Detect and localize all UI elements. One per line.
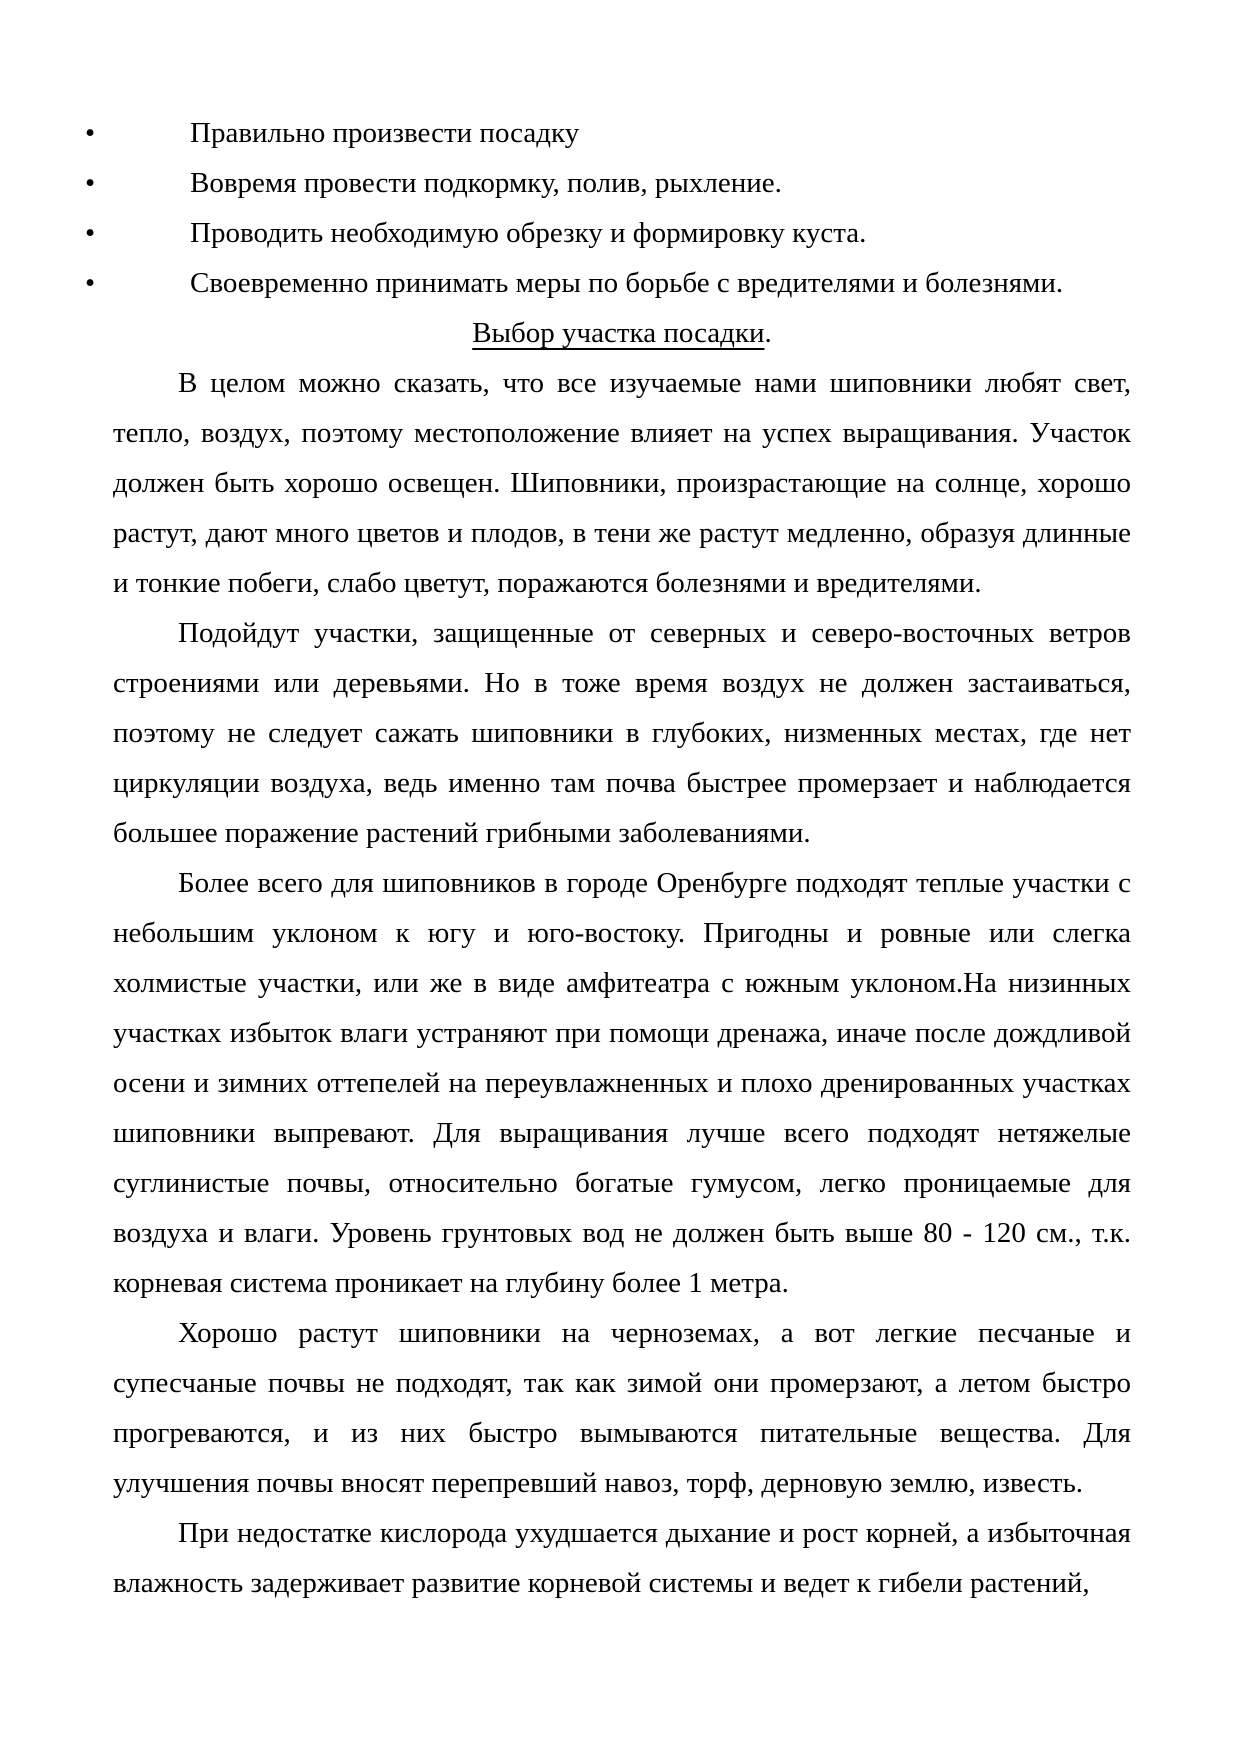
- section-heading-text: Выбор участка посадки: [472, 317, 765, 349]
- bullet-icon: •: [85, 117, 96, 149]
- text-line: супесчаные почвы не подходят, так как зимой они промерзают, а летом быстро: [113, 1367, 1131, 1399]
- text-line: строениями или деревьями. Но в тоже время воздух не должен застаиваться,: [113, 667, 1131, 699]
- section-heading: [113, 308, 1131, 358]
- bullet-item: [85, 258, 1131, 308]
- text-line: прогреваются, и из них быстро вымываются питательные вещества. Для: [113, 1417, 1131, 1449]
- text-line: суглинистые почвы, относительно богатые гумусом, легко проницаемые для: [113, 1167, 1131, 1199]
- text-line: влажность задерживает развитие корневой системы и ведет к гибели растений,: [113, 1567, 1090, 1599]
- section-heading-period: .: [764, 317, 772, 349]
- text-line: Подойдут участки, защищенные от северных и северо-восточных ветров: [178, 617, 1131, 649]
- text-line: поэтому не следует сажать шиповники в глубоких, низменных местах, где нет: [113, 717, 1131, 749]
- bullet-item: [85, 158, 1131, 208]
- text-line: осени и зимних оттепелей на переувлажненных и плохо дренированных участках: [113, 1067, 1131, 1099]
- bullet-item-label: Вовремя провести подкормку, полив, рыхление.: [190, 167, 782, 199]
- paragraph: [113, 1308, 1131, 1508]
- bullet-icon: •: [85, 267, 96, 299]
- paragraph: [113, 358, 1131, 608]
- text-line: должен быть хорошо освещен. Шиповники, произрастающие на солнце, хорошо: [113, 467, 1131, 499]
- paragraph: [113, 858, 1131, 1308]
- text-line: Более всего для шиповников в городе Оренбурге подходят теплые участки с: [178, 867, 1131, 899]
- text-line: Хорошо растут шиповники на черноземах, а вот легкие песчаные и: [178, 1317, 1131, 1349]
- bullet-item: [85, 108, 1131, 158]
- document-content: [85, 108, 1131, 1608]
- text-line: В целом можно сказать, что все изучаемые нами шиповники любят свет,: [178, 367, 1131, 399]
- text-line: улучшения почвы вносят перепревший навоз, торф, дерновую землю, известь.: [113, 1467, 1084, 1499]
- text-line: тепло, воздух, поэтому местоположение влияет на успех выращивания. Участок: [113, 417, 1131, 449]
- bullet-item-label: Проводить необходимую обрезку и формировку куста.: [190, 217, 867, 249]
- bullet-item-label: Правильно произвести посадку: [190, 117, 580, 149]
- text-line: воздуха и влаги. Уровень грунтовых вод не должен быть выше 80 - 120 см., т.к.: [113, 1217, 1131, 1249]
- text-line: шиповники выпревают. Для выращивания лучше всего подходят нетяжелые: [113, 1117, 1131, 1149]
- bullet-item: [85, 208, 1131, 258]
- paragraph: [113, 1508, 1131, 1608]
- text-line: растут, дают много цветов и плодов, в тени же растут медленно, образуя длинные: [113, 517, 1131, 549]
- bullet-icon: •: [85, 167, 96, 199]
- bullet-item-label: Своевременно принимать меры по борьбе с вредителями и болезнями.: [190, 267, 1064, 299]
- text-line: холмистые участки, или же в виде амфитеатра с южным уклоном.На низинных: [113, 967, 1131, 999]
- text-line: большее поражение растений грибными заболеваниями.: [113, 817, 811, 849]
- bullet-icon: •: [85, 217, 96, 249]
- text-line: и тонкие побеги, слабо цветут, поражаются болезнями и вредителями.: [113, 567, 982, 599]
- text-line: При недостатке кислорода ухудшается дыхание и рост корней, а избыточная: [178, 1517, 1131, 1549]
- text-line: корневая система проникает на глубину более 1 метра.: [113, 1267, 789, 1299]
- text-line: циркуляции воздуха, ведь именно там почва быстрее промерзает и наблюдается: [113, 767, 1131, 799]
- text-line: небольшим уклоном к югу и юго-востоку. Пригодны и ровные или слегка: [113, 917, 1131, 949]
- paragraph: [113, 608, 1131, 858]
- text-line: участках избыток влаги устраняют при помощи дренажа, иначе после дождливой: [113, 1017, 1131, 1049]
